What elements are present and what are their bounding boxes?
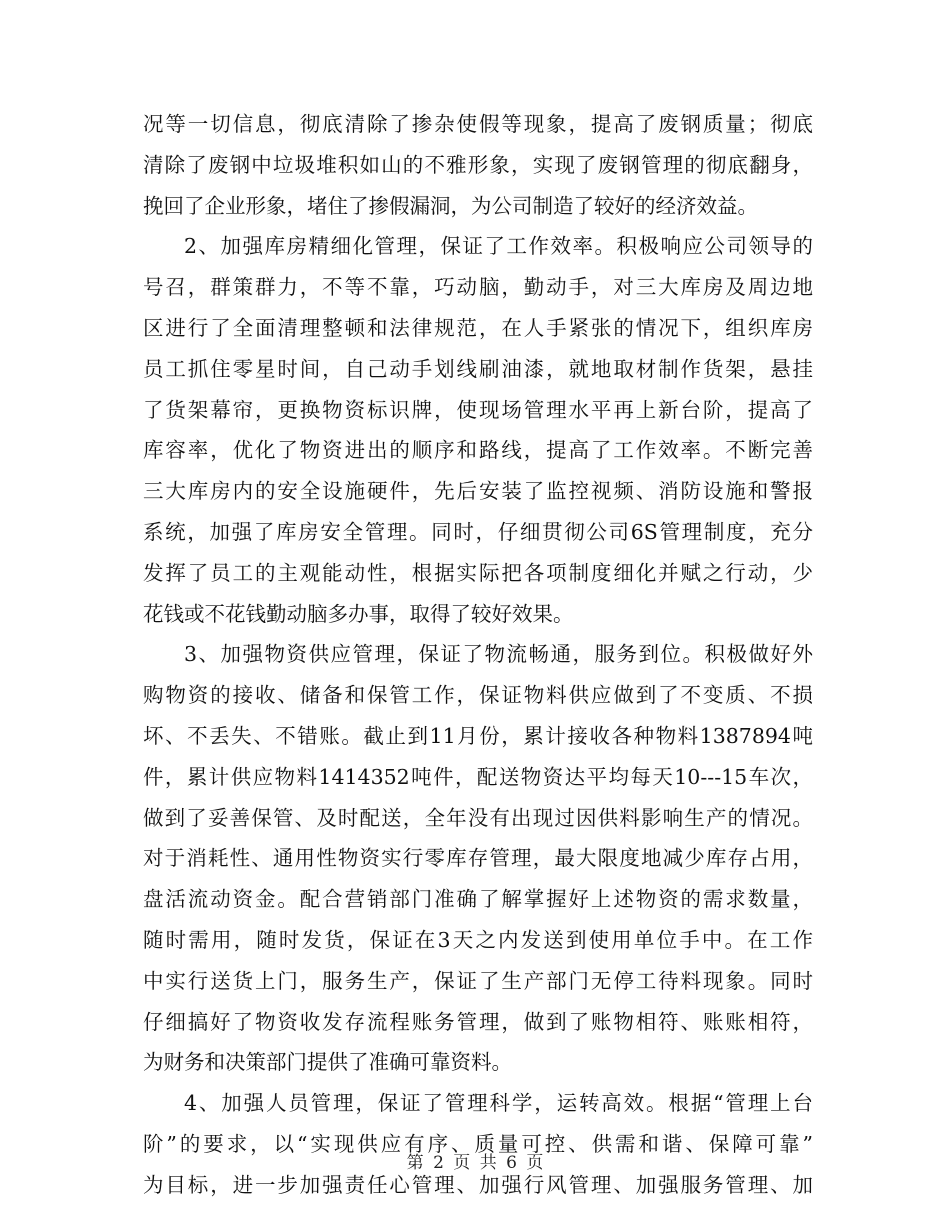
text-line: 了货架幕帘，更换物资标识牌，使现场管理水平再上新台阶，提高了 [143,397,813,422]
text-line: 坏、不丢失、不错账。截止到11月份，累计接收各种物料1387894吨 [143,723,813,748]
document-body [143,104,813,1206]
text-line: 库容率，优化了物资进出的顺序和路线，提高了工作效率。不断完善 [143,438,813,463]
text-line: 系统，加强了库房安全管理。同时，仔细贯彻公司6S管理制度，充分 [143,519,813,544]
text-line: 发挥了员工的主观能动性，根据实际把各项制度细化并赋之行动，少 [143,560,813,585]
page-number-footer: 第 2 页 共 6 页 [406,1153,544,1173]
text-line: 对于消耗性、通用性物资实行零库存管理，最大限度地减少库存占用， [143,846,813,871]
text-line: 2、加强库房精细化管理，保证了工作效率。积极响应公司领导的 [184,234,813,259]
text-line: 盘活流动资金。配合营销部门准确了解掌握好上述物资的需求数量， [143,887,813,912]
text-line: 清除了废钢中垃圾堆积如山的不雅形象，实现了废钢管理的彻底翻身， [143,152,813,177]
text-line: 花钱或不花钱勤动脑多办事，取得了较好效果。 [143,601,574,626]
text-line: 购物资的接收、储备和保管工作，保证物料供应做到了不变质、不损 [143,683,813,708]
text-line: 区进行了全面清理整顿和法律规范，在人手紧张的情况下，组织库房 [143,315,813,340]
text-line: 号召，群策群力，不等不靠，巧动脑，勤动手，对三大库房及周边地 [143,275,813,300]
text-line: 做到了妥善保管、及时配送，全年没有出现过因供料影响生产的情况。 [143,805,813,830]
text-line: 况等一切信息，彻底清除了掺杂使假等现象，提高了废钢质量；彻底 [143,112,813,136]
text-line: 4、加强人员管理，保证了管理科学，运转高效。根据“管理上台 [184,1091,813,1116]
text-line: 3、加强物资供应管理，保证了物流畅通，服务到位。积极做好外 [184,642,813,667]
text-line: 中实行送货上门，服务生产，保证了生产部门无停工待料现象。同时 [143,968,813,993]
text-line: 员工抓住零星时间，自己动手划线刷油漆，就地取材制作货架，悬挂 [143,356,813,381]
text-line: 件，累计供应物料1414352吨件，配送物资达平均每天10---15车次， [143,764,813,789]
text-line: 阶”的要求，以“实现供应有序、质量可控、供需和谐、保障可靠” [143,1131,813,1156]
text-line: 随时需用，随时发货，保证在3天之内发送到使用单位手中。在工作 [143,927,813,952]
text-line: 为目标，进一步加强责任心管理、加强行风管理、加强服务管理、加 [143,1172,813,1197]
text-line: 挽回了企业形象，堵住了掺假漏洞，为公司制造了较好的经济效益。 [143,193,758,218]
text-line: 为财务和决策部门提供了准确可靠资料。 [143,1050,512,1075]
text-line: 三大库房内的安全设施硬件，先后安装了监控视频、消防设施和警报 [143,479,813,504]
text-line: 仔细搞好了物资收发存流程账务管理，做到了账物相符、账账相符， [143,1009,813,1034]
